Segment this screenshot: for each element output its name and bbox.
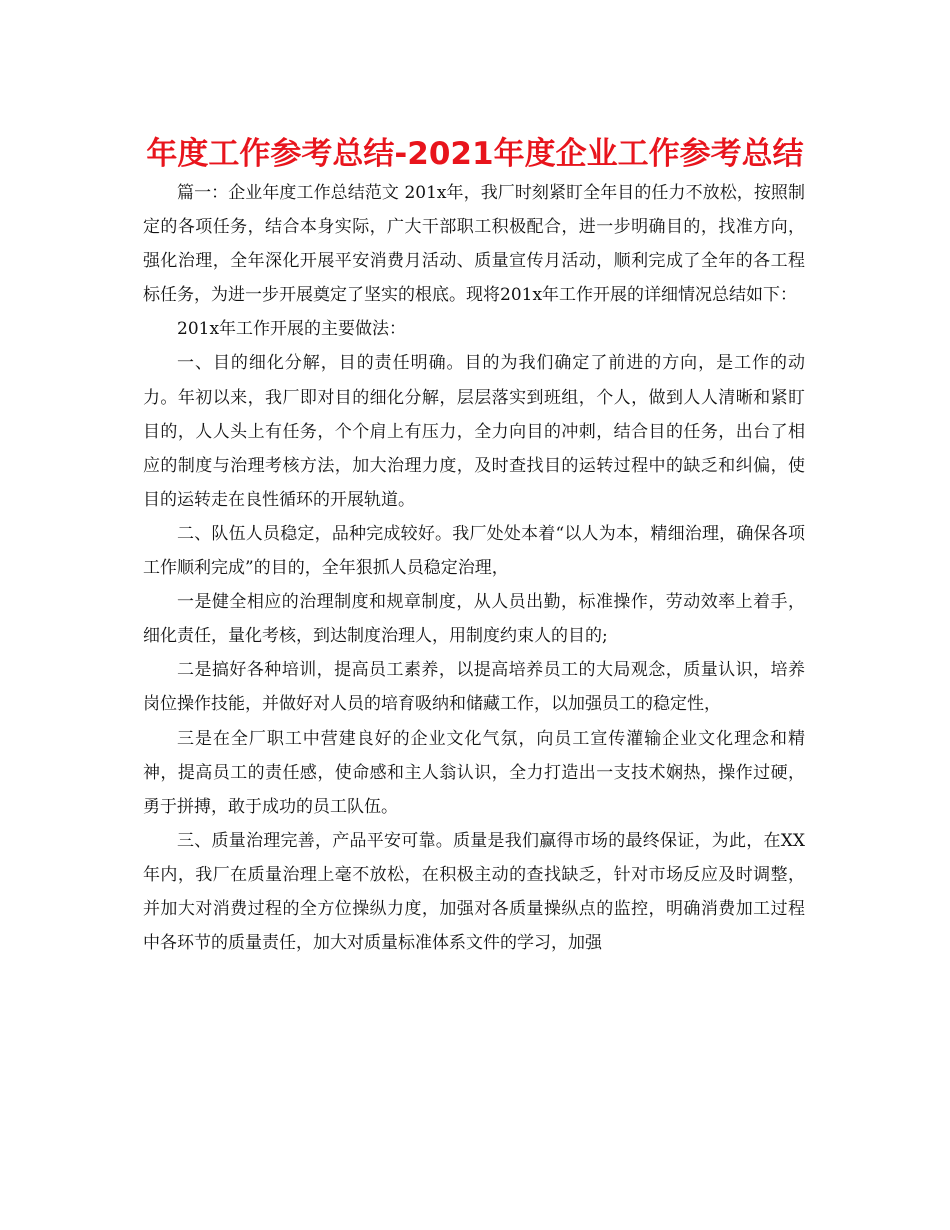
paragraph-goals: 一、目的细化分解，目的责任明确。目的为我们确定了前进的方向，是工作的动力。年初以来，我厂即对目的细化分解，层层落实到班组，个人，做到人人清晰和紧盯目的，人人头上有任务，个个肩上有压力，全力向目的冲刺，结合目的任务，出台了相应的制度与治理考核方法，加大治理力度，及时查找目的运转过程中的缺乏和纠偏，使目的运转走在良性循环的开展轨道。	[143, 353, 805, 510]
paragraph-quality: 三、质量治理完善，产品平安可靠。质量是我们赢得市场的最终保证，为此，在XX年内，我厂在质量治理上毫不放松，在积极主动的查找缺乏，针对市场反应及时调整，并加大对消费过程的全方位操纵力度，加强对各质量操纵点的监控，明确消费加工过程中各环节的质量责任，加大对质量标准体系文件的学习，加强	[143, 830, 805, 954]
paragraph-team: 二、队伍人员稳定，品种完成较好。我厂处处本着“以人为本，精细治理，确保各项工作顺利完成”的目的，全年狠抓人员稳定治理，	[143, 523, 805, 579]
intro-paragraph	[143, 176, 805, 312]
paragraph-point-one: 一是健全相应的治理制度和规章制度，从人员出勤，标准操作，劳动效率上着手，细化责任，量化考核，到达制度治理人，用制度约束人的目的;	[143, 592, 805, 647]
paragraph-methods-heading: 201x年工作开展的主要做法：	[177, 319, 407, 340]
intro-prefix: 篇一：企业年度工作总结范文	[177, 183, 399, 203]
paragraph-point-two: 二是搞好各种培训，提高员工素养，以提高培养员工的大局观念，质量认识，培养岗位操作技能，并做好对人员的培育吸纳和储藏工作，以加强员工的稳定性，	[143, 660, 805, 715]
paragraph-point-three: 三是在全厂职工中营建良好的企业文化气氛，向员工宣传灌输企业文化理念和精神，提高员工的责任感，使命感和主人翁认识，全力打造出一支技术娴热，操作过硬，勇于拼搏，敢于成功的员工队伍。	[143, 728, 805, 817]
intro-rest: 201x年，我厂时刻紧盯全年目的任力不放松，按照制定的各项任务，结合本身实际，广大干部职工积极配合，进一步明确目的，找准方向，强化治理，全年深化开展平安消费月活动、质量宣传月活动，顺利完成了全年的各工程标任务，为进一步开展奠定了坚实的根底。现将201x年工作开展的详细情况总结如下：	[143, 183, 805, 306]
document-body	[143, 176, 805, 960]
document-title: 年度工作参考总结-2021年度企业工作参考总结	[146, 136, 804, 172]
